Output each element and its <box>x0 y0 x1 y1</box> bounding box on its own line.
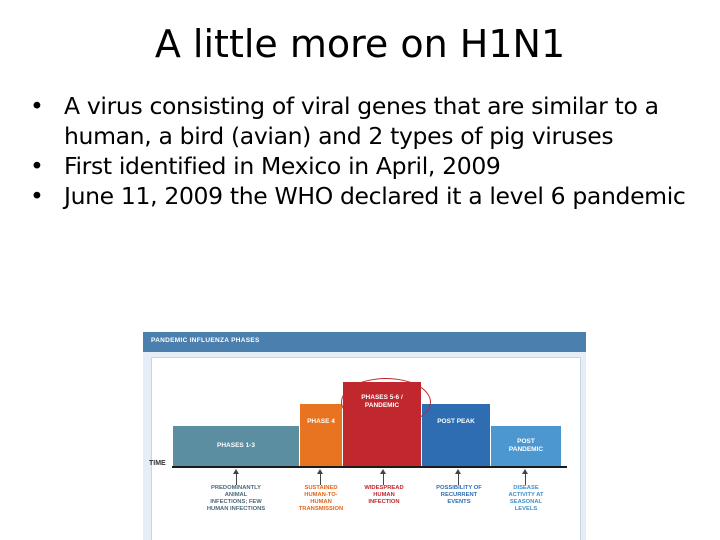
time-label: TIME <box>149 460 166 467</box>
phase-bar-4 <box>300 404 342 466</box>
event-arrow <box>525 473 526 485</box>
slide-title: A little more on H1N1 <box>154 22 566 66</box>
phase-label: PHASES 1-3 <box>217 442 255 449</box>
event-caption: SUSTAINED HUMAN-TO-HUMAN TRANSMISSION <box>298 485 344 512</box>
figure-header <box>143 332 586 352</box>
bullet-list <box>30 91 700 211</box>
event-arrow <box>236 473 237 485</box>
time-axis <box>172 466 567 468</box>
event-arrow <box>383 473 384 485</box>
phase-bar-post-peak <box>422 404 490 466</box>
phase-label: POST PANDEMIC <box>508 438 544 453</box>
arrow-head <box>455 469 461 474</box>
bullet-dot: • <box>30 182 44 210</box>
event-caption: WIDESPREAD HUMAN INFECTION <box>364 485 404 505</box>
phase-label: PHASES 5-6 / PANDEMIC <box>361 394 403 409</box>
figure-header-text: PANDEMIC INFLUENZA PHASES <box>151 337 260 344</box>
arrow-head <box>233 469 239 474</box>
event-caption: PREDOMINANTLY ANIMAL INFECTIONS; FEW HUMAN INFECTIONS <box>206 485 266 512</box>
phase-bar-post-pandemic <box>491 426 561 466</box>
highlight-ellipse <box>341 378 431 426</box>
bullet-item <box>30 181 700 211</box>
phase-label: PHASE 4 <box>307 418 335 425</box>
bullet-text: First identified in Mexico in April, 2009 <box>64 152 501 180</box>
bullet-item <box>30 151 700 181</box>
event-arrow <box>458 473 459 485</box>
phase-bar-1-3 <box>173 426 299 466</box>
event-caption: DISEASE ACTIVITY AT SEASONAL LEVELS <box>508 485 544 512</box>
bullet-dot: • <box>30 92 44 120</box>
arrow-head <box>380 469 386 474</box>
arrow-head <box>317 469 323 474</box>
bullet-dot: • <box>30 152 44 180</box>
arrow-head <box>522 469 528 474</box>
phase-label: POST PEAK <box>437 418 475 425</box>
event-caption: POSSIBILITY OF RECURRENT EVENTS <box>436 485 482 505</box>
bullet-item <box>30 91 700 151</box>
bullet-text: June 11, 2009 the WHO declared it a level 6 pandemic <box>64 182 686 210</box>
bullet-text: A virus consisting of viral genes that are similar to a human, a bird (avian) and 2 types of pig viruses <box>64 92 659 150</box>
event-arrow <box>320 473 321 485</box>
